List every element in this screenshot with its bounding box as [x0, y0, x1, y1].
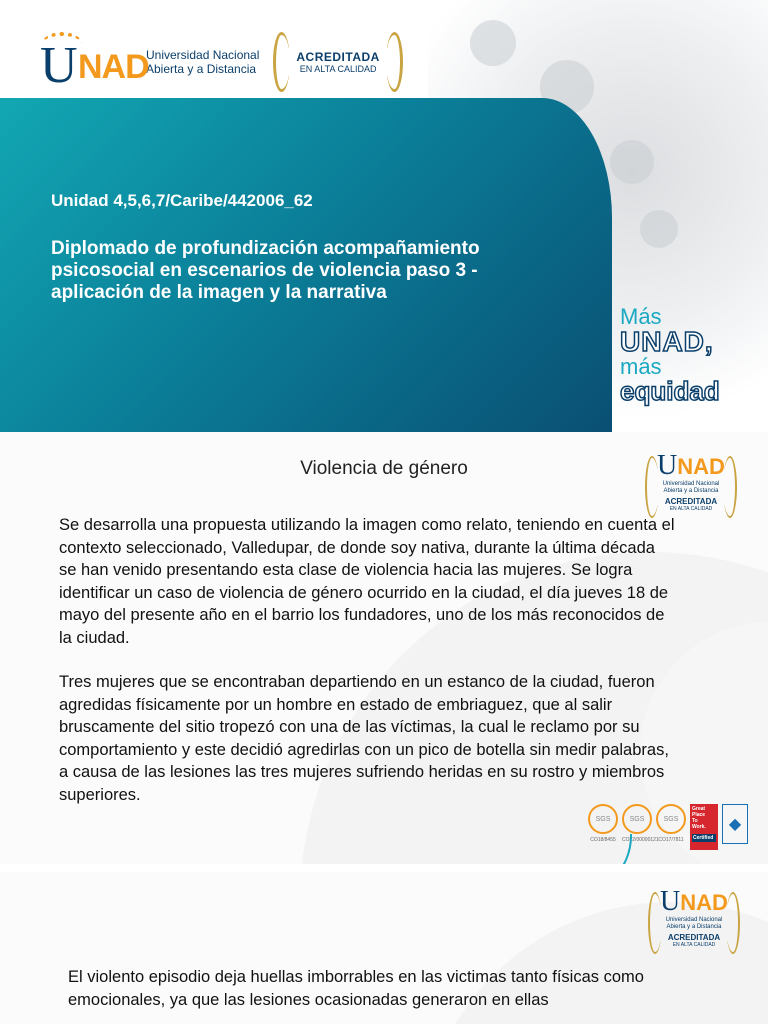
title-slide — [0, 0, 768, 432]
laurel-left-icon — [273, 32, 290, 92]
teal-divider-curve — [0, 834, 632, 864]
accreditation-line2: EN ALTA CALIDAD — [299, 64, 377, 74]
gptw-line1: Great — [692, 806, 706, 812]
university-line2: Abierta y a Distancia — [146, 62, 257, 76]
logo-line3: ACREDITADA — [667, 933, 721, 942]
portrait-photo — [640, 210, 678, 248]
great-place-to-work-badge — [690, 804, 718, 850]
body-text — [59, 514, 675, 828]
logo-line2: Abierta y a Distancia — [663, 488, 719, 494]
unad-header-logo — [40, 30, 409, 94]
slide-heading: Violencia de género — [300, 458, 468, 479]
paragraph: Tres mujeres que se encontraban departiendo en un estanco de la ciudad, fueron agredidas físicamente por un hombre en estado de embriaguez, que al salir bruscamente del sitio tropezó con una de las víctimas, la cual le reclamo por su comportamiento y este decidió agredirlas con un pico de botella sin medir palabras, a causa de las lesiones las tres mujeres sufriendo heridas en su rostro y miembros superiores. — [59, 673, 669, 804]
logo-u: U — [657, 450, 678, 481]
body-text: El violento episodio deja huellas imborrables en las victimas tanto físicas como emocionales, ya que las lesiones ocasionadas generaron en ellas — [68, 968, 644, 1009]
gptw-line4: Work. — [692, 824, 706, 830]
gptw-line5: Certified — [692, 834, 716, 842]
sgs-icon: SGS — [656, 804, 686, 834]
laurel-right-icon — [723, 456, 737, 518]
laurel-left-icon — [648, 892, 662, 954]
unad-logo-mark — [40, 32, 150, 92]
certification-code: CO18/8455 — [590, 837, 616, 843]
logo-nad: NAD — [78, 48, 149, 86]
slogan-line2: UNAD, — [620, 326, 714, 357]
university-line1: Universidad Nacional — [146, 48, 260, 62]
content-slide-continued — [0, 872, 768, 1024]
corner-unad-logo — [648, 888, 740, 958]
portrait-photo — [610, 140, 654, 184]
corner-unad-logo — [645, 452, 737, 522]
sgs-icon: SGS — [588, 804, 618, 834]
course-title: Diplomado de profundización acompañamiento psicosocial en escenarios de violencia paso 3 -aplicación de la imagen y la narrativa — [51, 238, 480, 303]
university-name — [146, 48, 259, 76]
paragraph: Se desarrolla una propuesta utilizando la imagen como relato, teniendo en cuenta el contexto seleccionado, Valledupar, de donde soy nativa, durante la última década se han venido presentando esta clase de violencia hacia las mujeres. Se logra identificar un caso de violencia de género ocurrido en la ciudad, el día jueves 18 de mayo del presente año en el barrio los fundadores, uno de los más reconocidos de la ciudad. — [59, 516, 675, 647]
certification-code: CO17/7811 — [658, 837, 684, 843]
slogan-line3: más — [620, 354, 662, 379]
logo-line2: Abierta y a Distancia — [666, 924, 722, 930]
certification-code: CO22/00000121 — [622, 837, 659, 843]
sgs-certification — [656, 804, 686, 843]
logo-nad: NAD — [677, 454, 725, 479]
logo-line4: EN ALTA CALIDAD — [669, 506, 713, 512]
slogan-line1: Más — [620, 304, 662, 329]
logo-line1: Universidad Nacional — [662, 481, 720, 487]
portrait-photo — [470, 20, 516, 66]
logo-line4: EN ALTA CALIDAD — [672, 942, 716, 948]
logo-u: U — [40, 37, 78, 94]
accreditation-badge — [296, 50, 379, 74]
laurel-right-icon — [726, 892, 740, 954]
gptw-line3: To — [692, 818, 698, 824]
shield-certification-icon: ◆ — [722, 804, 748, 844]
laurel-left-icon — [645, 456, 659, 518]
sgs-icon: SGS — [622, 804, 652, 834]
logo-u: U — [660, 886, 681, 917]
unit-code: Unidad 4,5,6,7/Caribe/442006_62 — [51, 191, 313, 210]
logo-line1: Universidad Nacional — [665, 917, 723, 923]
content-slide — [0, 432, 768, 864]
slogan-line4: equidad — [620, 376, 720, 406]
slogan — [620, 306, 720, 404]
gptw-line2: Place — [692, 812, 706, 818]
logo-line3: ACREDITADA — [664, 497, 718, 506]
laurel-right-icon — [386, 32, 403, 92]
accreditation-line1: ACREDITADA — [296, 50, 380, 64]
logo-nad: NAD — [680, 890, 728, 915]
